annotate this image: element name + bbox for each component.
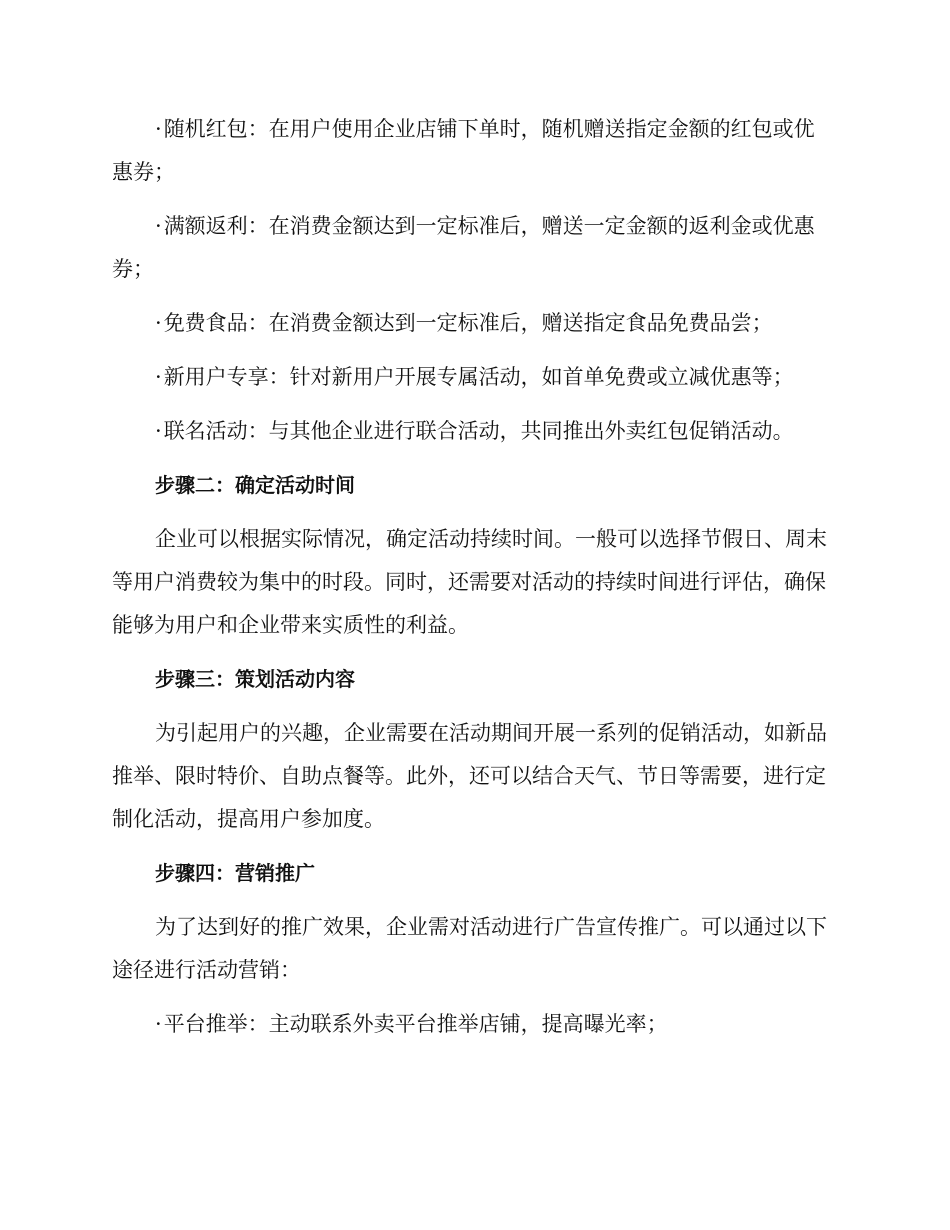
bullet-free-food: · 免费食品：在消费金额达到一定标准后，赠送指定食品免费品尝；	[112, 302, 832, 345]
bullet-full-amount-rebate: · 满额返利：在消费金额达到一定标准后，赠送一定金额的返利金或优惠券；	[112, 205, 832, 291]
bullet-platform-recommendation: · 平台推举：主动联系外卖平台推举店铺，提高曝光率；	[112, 1003, 832, 1046]
bullet-random-red-packet: · 随机红包：在用户使用企业店铺下单时，随机赠送指定金额的红包或优惠券；	[112, 108, 832, 194]
bullet-new-user-exclusive: · 新用户专享：针对新用户开展专属活动，如首单免费或立减优惠等；	[112, 356, 832, 399]
step-two-heading: 步骤二：确定活动时间	[155, 473, 355, 497]
bullet-co-branded-event: · 联名活动：与其他企业进行联合活动，共同推出外卖红包促销活动。	[112, 410, 832, 453]
step-four-heading: 步骤四：营销推广	[155, 861, 315, 885]
step-four-paragraph: 为了达到好的推广效果，企业需对活动进行广告宣传推广。可以通过以下途径进行活动营销：	[112, 915, 827, 982]
document-body	[112, 108, 832, 1046]
step-two-paragraph: 企业可以根据实际情况，确定活动持续时间。一般可以选择节假日、周末等用户消费较为集中的时段。同时，还需要对活动的持续时间进行评估，确保能够为用户和企业带来实质性的利益。	[112, 527, 827, 637]
step-three-paragraph: 为引起用户的兴趣，企业需要在活动期间开展一系列的促销活动，如新品推举、限时特价、自助点餐等。此外，还可以结合天气、节日等需要，进行定制化活动，提高用户参加度。	[112, 721, 827, 831]
step-three-heading: 步骤三：策划活动内容	[155, 667, 355, 691]
